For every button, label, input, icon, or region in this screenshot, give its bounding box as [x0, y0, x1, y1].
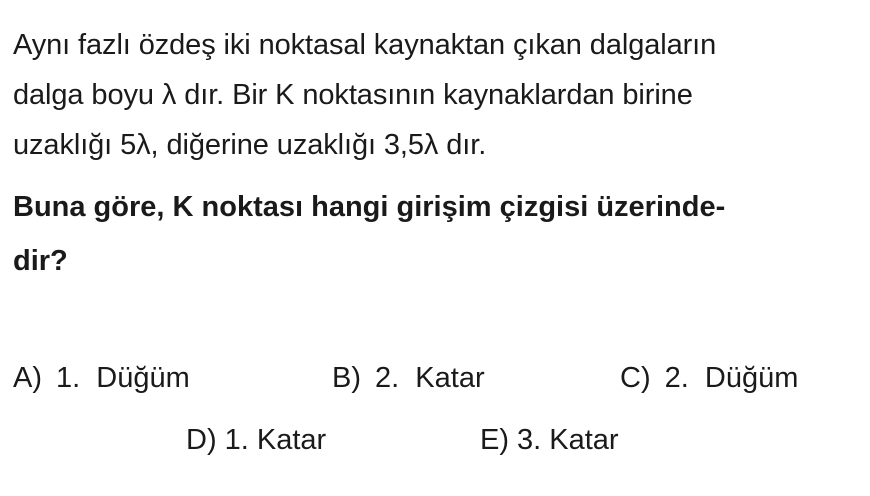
question-prompt [13, 180, 858, 288]
choice-a-text: 1. Düğüm [56, 362, 190, 394]
choice-b[interactable] [332, 360, 485, 396]
choice-c[interactable] [620, 360, 798, 396]
question-stem [13, 20, 858, 170]
choice-e[interactable] [480, 422, 619, 458]
choice-c-text: 2. Düğüm [664, 362, 799, 394]
choice-e-text: 3. Katar [517, 424, 619, 456]
choice-b-text: 2. Katar [375, 362, 485, 394]
choice-d[interactable] [186, 422, 326, 458]
choice-c-letter: C) [620, 362, 651, 394]
choice-e-letter: E) [480, 424, 509, 456]
stem-line-1: Aynı fazlı özdeş iki noktasal kaynaktan çıkan dalgaların [13, 29, 717, 61]
choice-d-text: 1. Katar [224, 424, 327, 456]
prompt-line-1: Buna göre, K noktası hangi girişim çizgisi üzerinde- [13, 191, 726, 223]
stem-line-3: uzaklığı 5λ, diğerine uzaklığı 3,5λ dır. [13, 129, 487, 161]
choice-a-letter: A) [13, 362, 42, 394]
prompt-line-2: dir? [13, 245, 68, 277]
stem-line-2: dalga boyu λ dır. Bir K noktasının kaynaklardan birine [13, 79, 693, 111]
choice-b-letter: B) [332, 362, 361, 394]
choice-d-letter: D) [186, 424, 217, 456]
choice-a[interactable] [13, 360, 190, 396]
